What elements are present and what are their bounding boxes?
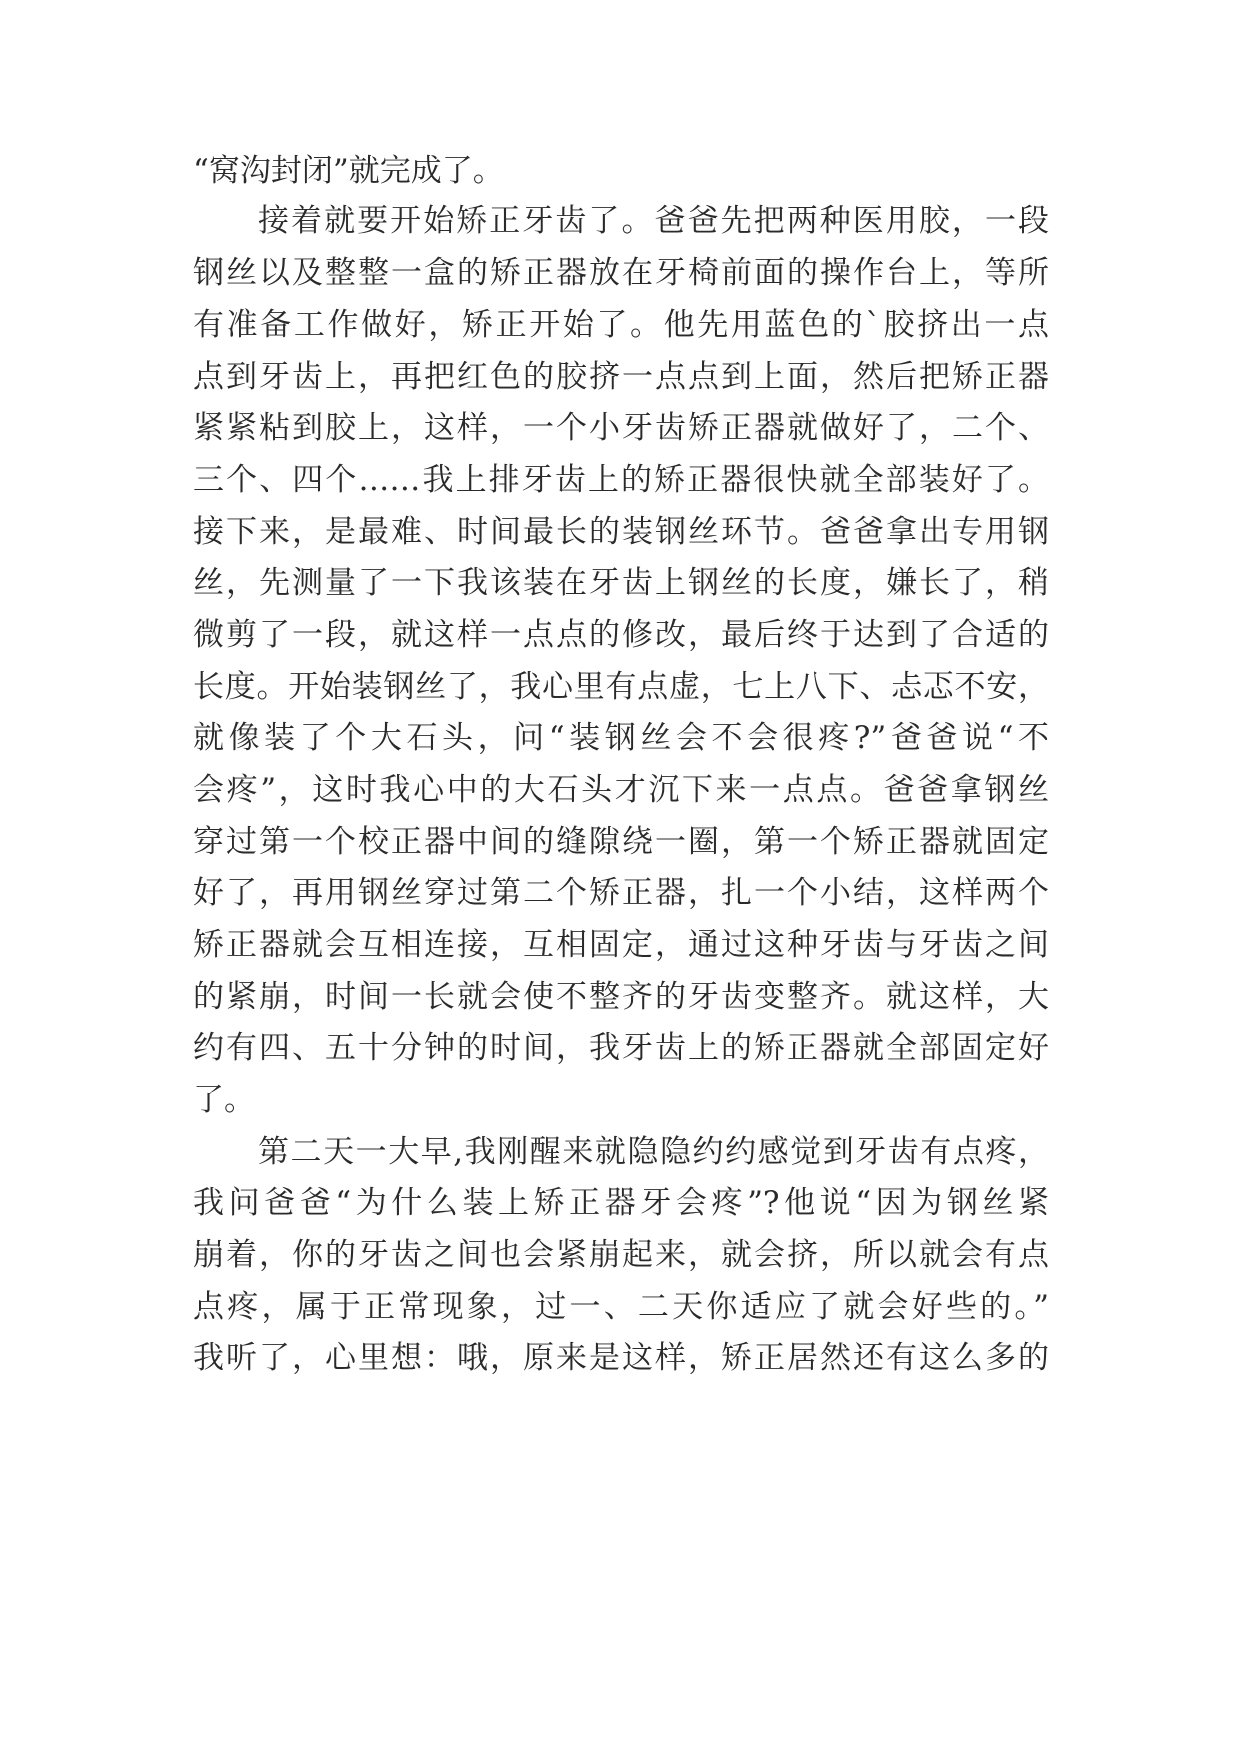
text-line: 了。 [193, 1082, 255, 1118]
text-line: 崩着，你的牙齿之间也会紧崩起来，就会挤，所以就会有点 [193, 1237, 1049, 1273]
text-line: 丝，先测量了一下我该装在牙齿上钢丝的长度，嫌长了，稍 [193, 565, 1049, 601]
text-line: 点疼，属于正常现象，过一、二天你适应了就会好些的。” [193, 1289, 1049, 1325]
text-line: 我问爸爸“为什么装上矫正器牙会疼”?他说“因为钢丝紧 [193, 1185, 1049, 1221]
text-line: 有准备工作做好，矫正开始了。他先用蓝色的`胶挤出一点 [193, 307, 1049, 343]
paragraph-first-line: 接着就要开始矫正牙齿了。爸爸先把两种医用胶，一段 [258, 203, 1049, 239]
paragraph-first-line: 第二天一大早,我刚醒来就隐隐约约感觉到牙齿有点疼， [258, 1134, 1049, 1170]
text-line: 好了，再用钢丝穿过第二个矫正器，扎一个小结，这样两个 [193, 875, 1049, 911]
text-line: 微剪了一段，就这样一点点的修改，最后终于达到了合适的 [193, 617, 1049, 653]
text-line: 的紧崩，时间一长就会使不整齐的牙齿变整齐。就这样，大 [193, 979, 1049, 1015]
text-line: 会疼”，这时我心中的大石头才沉下来一点点。爸爸拿钢丝 [193, 772, 1049, 808]
text-line: 约有四、五十分钟的时间，我牙齿上的矫正器就全部固定好 [193, 1030, 1049, 1066]
text-line: 三个、四个……我上排牙齿上的矫正器很快就全部装好了。 [193, 462, 1049, 498]
text-line: 穿过第一个校正器中间的缝隙绕一圈，第一个矫正器就固定 [193, 824, 1049, 860]
text-line: 就像装了个大石头，问“装钢丝会不会很疼?”爸爸说“不 [193, 720, 1049, 756]
text-line: 矫正器就会互相连接，互相固定，通过这种牙齿与牙齿之间 [193, 927, 1049, 963]
text-line: 紧紧粘到胶上，这样，一个小牙齿矫正器就做好了，二个、 [193, 410, 1049, 446]
text-line: 长度。开始装钢丝了，我心里有点虚，七上八下、忐忑不安， [193, 669, 1049, 705]
text-line: 钢丝以及整整一盒的矫正器放在牙椅前面的操作台上，等所 [193, 255, 1049, 291]
text-line: “窝沟封闭”就完成了。 [193, 153, 504, 189]
text-line: 接下来，是最难、时间最长的装钢丝环节。爸爸拿出专用钢 [193, 514, 1049, 550]
text-line: 点到牙齿上，再把红色的胶挤一点点到上面，然后把矫正器 [193, 359, 1049, 395]
text-line: 我听了，心里想：哦，原来是这样，矫正居然还有这么多的 [193, 1340, 1049, 1376]
